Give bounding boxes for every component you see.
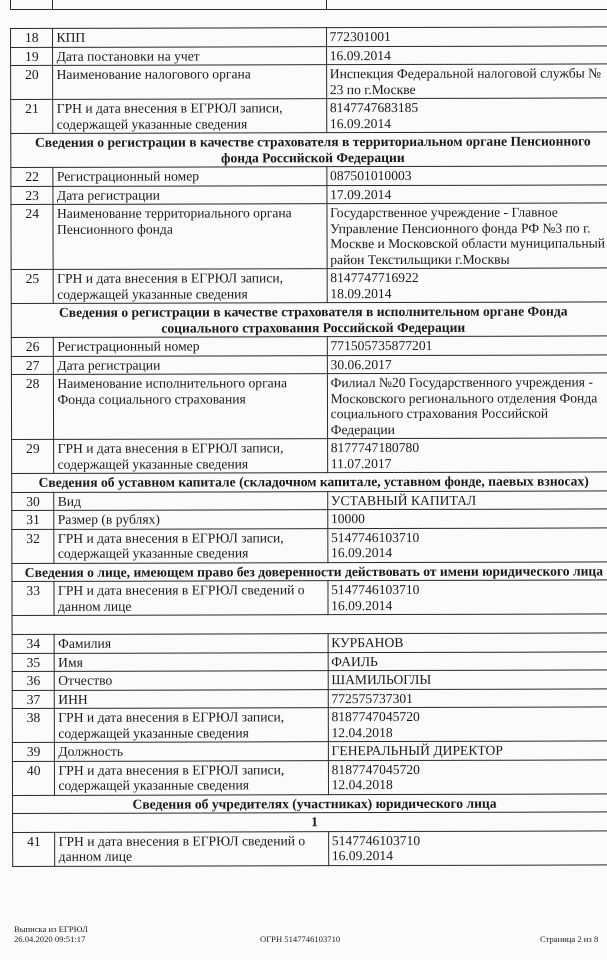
rows-capital xyxy=(12,490,607,563)
row-value: 8177747180780 11.07.2017 xyxy=(327,438,607,473)
row-label: ГРН и дата внесения в ЕГРЮЛ записи, содержащей указанные сведения xyxy=(53,99,326,134)
row-value: 087501010003 xyxy=(327,166,607,185)
row-number: 21 xyxy=(11,99,54,133)
row-value: 8187747045720 12.04.2018 xyxy=(328,707,607,742)
row-value: 772575737301 xyxy=(328,688,607,707)
table-row xyxy=(11,268,607,304)
table-row xyxy=(12,651,607,671)
row-number: 30 xyxy=(12,492,55,511)
table-row xyxy=(12,580,607,616)
table-row xyxy=(11,64,607,100)
table-row xyxy=(12,527,607,563)
egrul-extract-page xyxy=(10,26,607,866)
table-row xyxy=(12,741,607,761)
row-value: Государственное учреждение - Главное Управление Пенсионного фонда РФ №3 по г. Москве и Московской области муниципальный район Текстильщики г.Москвы xyxy=(327,203,607,269)
row-label: ГРН и дата внесения в ЕГРЮЛ записи, содержащей указанные сведения xyxy=(55,708,328,743)
row-number: 40 xyxy=(12,761,55,795)
row-label: Отчество xyxy=(55,671,328,690)
row-number: 34 xyxy=(12,634,55,653)
row-number: 20 xyxy=(11,65,54,99)
row-label: ГРН и дата внесения в ЕГРЮЛ сведений о данном лице xyxy=(54,581,327,616)
row-number: 19 xyxy=(11,47,54,66)
row-number: 36 xyxy=(12,671,55,690)
section-header-founders: Сведения об учредителях (участниках) юридического лица xyxy=(13,793,607,813)
row-number: 31 xyxy=(12,510,55,529)
row-label: Дата регистрации xyxy=(53,185,326,204)
row-label: Должность xyxy=(55,742,328,761)
table-row xyxy=(12,490,607,510)
row-label: Фамилия xyxy=(55,634,328,653)
row-value: Инспекция Федеральной налоговой службы № 23 по г.Москве xyxy=(326,64,607,99)
rows-person xyxy=(12,633,607,795)
rows-founder xyxy=(13,830,607,866)
row-label: ГРН и дата внесения в ЕГРЮЛ записи, содержащей указанные сведения xyxy=(54,269,327,304)
row-value: КУРБАНОВ xyxy=(328,633,607,652)
row-label: ИНН xyxy=(55,689,328,708)
footer-left xyxy=(14,924,88,944)
row-value: 16.09.2014 xyxy=(326,45,607,64)
rows-person-grn xyxy=(12,580,607,616)
row-label: Наименование территориального органа Пенсионного фонда xyxy=(53,204,326,270)
row-number: 41 xyxy=(13,832,56,866)
row-label: ГРН и дата внесения в ЕГРЮЛ записи, содержащей указанные сведения xyxy=(54,528,327,563)
section-header-fss: Сведения о регистрации в качестве страхователя в исполнительном органе Фонда социального страхования Российской Федерации xyxy=(11,302,607,338)
section-header-pfr: Сведения о регистрации в качестве страхователя в территориальном органе Пенсионного фонда Российской Федерации xyxy=(11,132,607,168)
row-number: 29 xyxy=(12,439,55,473)
row-label: Наименование исполнительного органа Фонда социального страхования xyxy=(54,374,327,440)
rows-pfr xyxy=(11,166,607,304)
row-label: Наименование налогового органа xyxy=(53,65,326,100)
row-label: Дата постановки на учет xyxy=(53,46,326,65)
footer-ogrn: ОГРН 5147746103710 xyxy=(260,934,341,944)
row-label: Имя xyxy=(55,652,328,671)
row-number: 37 xyxy=(12,690,55,709)
row-value: 17.09.2014 xyxy=(327,184,607,203)
row-value: 5147746103710 16.09.2014 xyxy=(328,830,607,865)
row-value: 5147746103710 16.09.2014 xyxy=(327,527,607,562)
egrul-table xyxy=(10,26,607,866)
section-header-capital: Сведения об уставном капитале (складочном капитале, уставном фонде, паевых взносах) xyxy=(12,472,607,492)
row-number: 38 xyxy=(12,708,55,742)
table-row xyxy=(11,45,607,65)
row-number: 35 xyxy=(12,653,55,672)
table-row xyxy=(11,354,607,374)
section-header-person: Сведения о лице, имеющем право без доверенности действовать от имени юридического лица xyxy=(12,561,607,581)
row-number: 22 xyxy=(11,167,54,186)
table-row xyxy=(12,633,607,653)
row-value: 8187747045720 12.04.2018 xyxy=(328,759,607,794)
row-number: 18 xyxy=(11,28,54,47)
rows-tax xyxy=(11,27,607,134)
row-value: 8147747716922 18.09.2014 xyxy=(327,268,607,303)
row-number: 24 xyxy=(11,204,54,269)
footer-datetime: 26.04.2020 09:51:17 xyxy=(14,934,86,944)
row-label: Вид xyxy=(54,491,327,510)
footer-doc-name: Выписка из ЕГРЮЛ xyxy=(14,924,88,934)
footer-page-number: Страница 2 из 8 xyxy=(540,934,599,944)
table-row xyxy=(11,373,607,440)
row-label: Регистрационный номер xyxy=(54,337,327,356)
row-number: 25 xyxy=(11,269,54,303)
row-label: ГРН и дата внесения в ЕГРЮЛ записи, содержащей указанные сведения xyxy=(55,760,328,795)
row-label: КПП xyxy=(53,28,326,47)
row-number: 27 xyxy=(11,356,54,375)
row-number: 33 xyxy=(12,581,55,615)
table-row xyxy=(12,509,607,529)
table-row xyxy=(11,166,607,186)
row-value: 10000 xyxy=(327,509,607,528)
row-number: 32 xyxy=(12,529,55,563)
row-label: Размер (в рублях) xyxy=(54,510,327,529)
row-number: 28 xyxy=(11,374,54,439)
previous-row-cut xyxy=(10,0,607,28)
row-value: 30.06.2017 xyxy=(327,354,607,373)
row-value: 772301001 xyxy=(326,27,607,46)
row-number: 39 xyxy=(12,742,55,761)
rows-fss xyxy=(11,336,607,474)
row-value: ФАИЛЬ xyxy=(328,651,607,670)
table-row xyxy=(12,670,607,690)
row-value: 5147746103710 16.09.2014 xyxy=(328,580,607,615)
row-value: 8147747683185 16.09.2014 xyxy=(326,98,607,133)
table-row xyxy=(11,98,607,134)
row-value: ГЕНЕРАЛЬНЫЙ ДИРЕКТОР xyxy=(328,741,607,760)
table-row xyxy=(11,27,607,47)
row-value: УСТАВНЫЙ КАПИТАЛ xyxy=(327,490,607,509)
row-label: Регистрационный номер xyxy=(53,167,326,186)
row-label: ГРН и дата внесения в ЕГРЮЛ сведений о данном лице xyxy=(55,831,328,866)
row-number: 23 xyxy=(11,186,54,205)
row-label: Дата регистрации xyxy=(54,355,327,374)
row-value: ШАМИЛЬОГЛЫ xyxy=(328,670,607,689)
row-label: ГРН и дата внесения в ЕГРЮЛ записи, содержащей указанные сведения xyxy=(54,439,327,474)
founder-index-row: 1 xyxy=(13,812,607,832)
table-row xyxy=(11,203,607,270)
row-value: Филиал №20 Государственного учреждения - Московского регионального отделения Фонда социального страхования Российской Федерации xyxy=(327,373,607,439)
table-row xyxy=(11,336,607,356)
table-row xyxy=(12,688,607,708)
row-number: 26 xyxy=(11,337,54,356)
table-row xyxy=(12,438,607,474)
row-value: 771505735877201 xyxy=(327,336,607,355)
blank-row xyxy=(12,614,607,635)
table-row xyxy=(12,707,607,743)
table-row xyxy=(11,184,607,204)
table-row xyxy=(12,759,607,795)
table-row xyxy=(13,830,607,866)
